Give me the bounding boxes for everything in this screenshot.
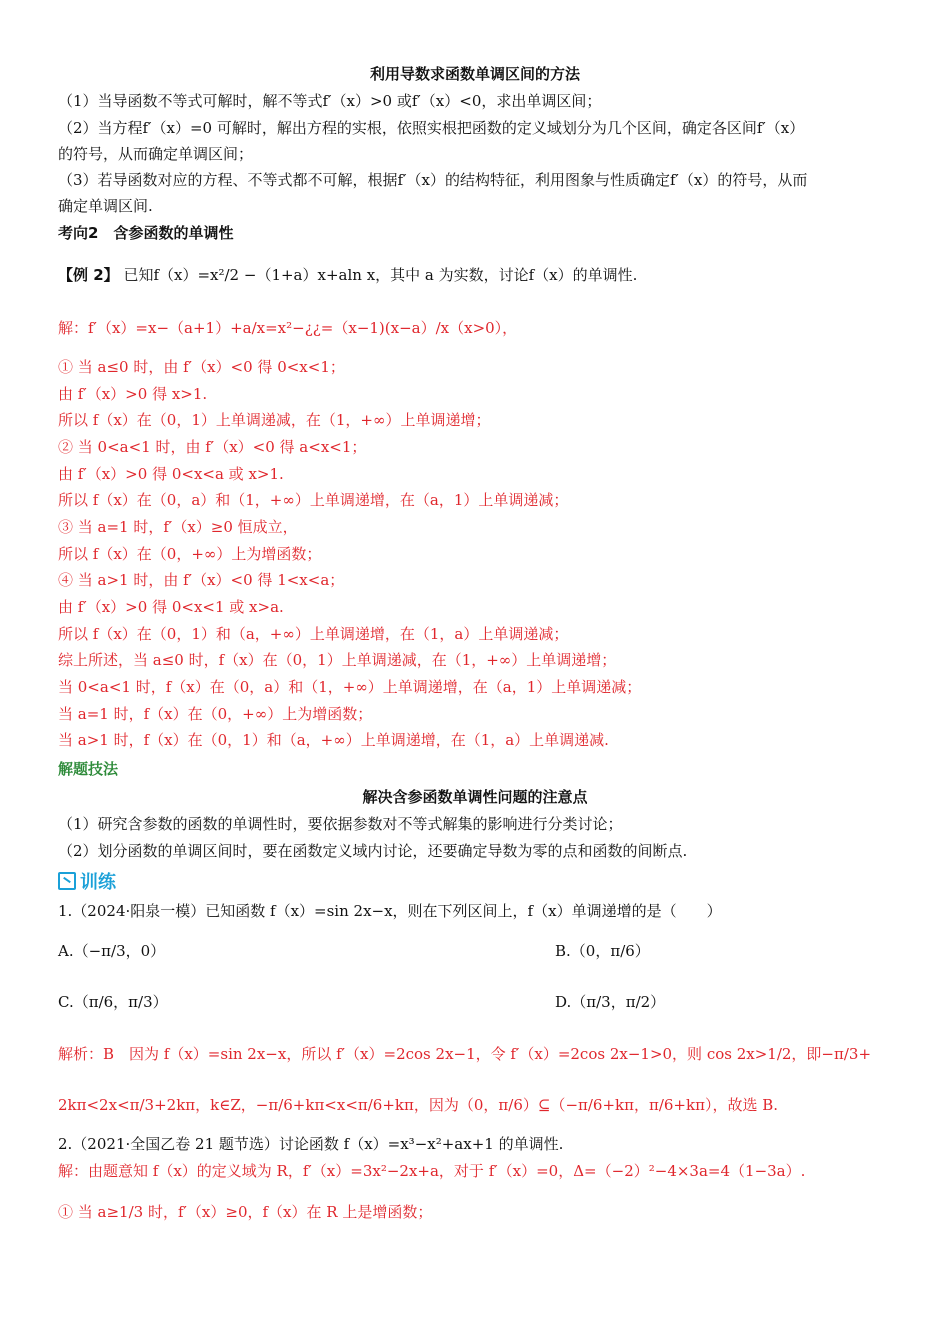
solution-line: ① 当 a≤0 时，由 f′（x）<0 得 0<x<1；	[58, 358, 345, 376]
method-point-2a: （2）当方程f′（x）=0 可解时，解出方程的实根，依照实根把函数的定义域划分为几个区间，确定各区间f′（x）	[58, 119, 805, 137]
solution-line: 由 f′（x）>0 得 x>1.	[58, 385, 208, 403]
solution-line: 所以 f（x）在（0，1）和（a，+∞）上单调递增，在（1，a）上单调递减；	[58, 625, 569, 643]
solution-line: 当 a=1 时，f（x）在（0，+∞）上为增函数；	[58, 705, 373, 723]
solution-line: 由 f′（x）>0 得 0<x<a 或 x>1.	[58, 465, 284, 483]
method-point-3b: 确定单调区间.	[58, 197, 153, 215]
method-title: 利用导数求函数单调区间的方法	[369, 65, 580, 83]
solution-line: 当 a>1 时，f（x）在（0，1）和（a，+∞）上单调递增，在（1，a）上单调递减.	[58, 731, 609, 749]
technique-label: 解题技法	[58, 760, 119, 778]
option-c: C.（π/6，π/3）	[58, 993, 168, 1011]
solution-line: ③ 当 a=1 时，f′（x）≥0 恒成立，	[58, 518, 298, 536]
method-point-1: （1）当导函数不等式可解时，解不等式f′（x）>0 或f′（x）<0，求出单调区间；	[58, 92, 602, 110]
section-heading: 考向2 含参函数的单调性	[58, 224, 234, 242]
technique-point-2: （2）划分函数的单调区间时，要在函数定义域内讨论，还要确定导数为零的点和函数的间断点.	[58, 842, 688, 860]
technique-title: 解决含参函数单调性问题的注意点	[362, 788, 588, 806]
example-text: 已知f（x）=x²/2 −（1+a）x+aln x，其中 a 为实数，讨论f（x）的单调性.	[123, 266, 638, 284]
training-icon	[58, 872, 76, 890]
option-a: A.（−π/3，0）	[58, 942, 166, 960]
solution-line: ④ 当 a>1 时，由 f′（x）<0 得 1<x<a；	[58, 571, 345, 589]
training-label: 训练	[80, 872, 116, 893]
solution-head: 解：f′（x）=x−（a+1）+a/x=x²−¿¿=（x−1)(x−a）/x（x>0），	[58, 319, 518, 337]
solution-line: ② 当 0<a<1 时，由 f′（x）<0 得 a<x<1；	[58, 438, 367, 456]
solution-line: 所以 f（x）在（0，+∞）上为增函数；	[58, 545, 322, 563]
option-d: D.（π/3，π/2）	[555, 993, 666, 1011]
question-2-solution-line-2: ① 当 a≥1/3 时，f′（x）≥0，f（x）在 R 上是增函数；	[58, 1203, 433, 1221]
solution-line: 由 f′（x）>0 得 0<x<1 或 x>a.	[58, 598, 284, 616]
question-1-answer-line-1: 解析：B 因为 f（x）=sin 2x−x，所以 f′（x）=2cos 2x−1，令 f′（x）=2cos 2x−1>0，则 cos 2x>1/2，即−π/3+	[58, 1045, 872, 1063]
question-1-answer-line-2: 2kπ<2x<π/3+2kπ，k∈Z，−π/6+kπ<x<π/6+kπ，因为（0，π/6）⊆（−π/6+kπ，π/6+kπ），故选 B.	[58, 1096, 779, 1114]
solution-line: 所以 f（x）在（0，1）上单调递减，在（1，+∞）上单调递增；	[58, 411, 491, 429]
option-b: B.（0，π/6）	[555, 942, 650, 960]
question-2-stem: 2.（2021·全国乙卷 21 题节选）讨论函数 f（x）=x³−x²+ax+1 的单调性.	[58, 1135, 564, 1153]
example-2-question	[58, 264, 892, 286]
technique-point-1: （1）研究含参数的函数的单调性时，要依据参数对不等式解集的影响进行分类讨论；	[58, 815, 623, 833]
solution-line: 所以 f（x）在（0，a）和（1，+∞）上单调递增，在（a，1）上单调递减；	[58, 491, 569, 509]
method-point-3a: （3）若导函数对应的方程、不等式都不可解，根据f′（x）的结构特征，利用图象与性质确定f′（x）的符号，从而	[58, 171, 808, 189]
question-1-stem: 1.（2024·阳泉一模）已知函数 f（x）=sin 2x−x，则在下列区间上，f（x）单调递增的是（ ）	[58, 902, 722, 920]
example-label: 【例 2】	[58, 266, 119, 284]
question-2-solution-line-1: 解：由题意知 f（x）的定义域为 R，f′（x）=3x²−2x+a，对于 f′（x）=0，Δ=（−2）²−4×3a=4（1−3a）.	[58, 1162, 806, 1180]
solution-line: 综上所述，当 a≤0 时，f（x）在（0，1）上单调递减，在（1，+∞）上单调递增；	[58, 651, 617, 669]
method-point-2b: 的符号，从而确定单调区间；	[58, 145, 254, 163]
training-heading	[58, 872, 892, 894]
solution-line: 当 0<a<1 时，f（x）在（0，a）和（1，+∞）上单调递增，在（a，1）上单调递减；	[58, 678, 642, 696]
